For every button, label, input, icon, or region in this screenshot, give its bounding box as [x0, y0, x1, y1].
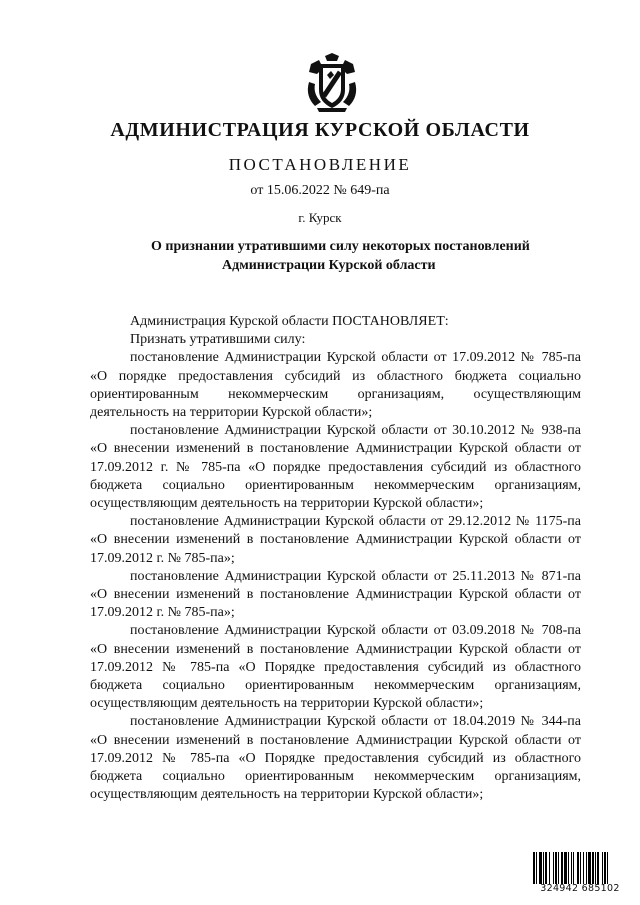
paragraph: постановление Администрации Курской области от 30.10.2012 № 938-па «О внесении изменений в постановление Администрации Курской области от 17.09.2012 г. № 785-па «О порядке предоставления субсидий из областного бюджета социально ориентированным некоммерческим организациям, осуществляющим деятельность на территории Курской области»;: [90, 423, 581, 512]
paragraph: постановление Администрации Курской области от 03.09.2018 № 708-па «О внесении изменений в постановление Администрации Курской области от 17.09.2012 № 785-па «О Порядке предоставления субсидий из областного бюджета социально ориентированным некоммерческим организациям, осуществляющим деятельность на территории Курской области»;: [90, 623, 581, 712]
subject-line-1: О признании утратившими силу некоторых постановлений: [151, 239, 530, 254]
barcode: [532, 852, 628, 896]
paragraph: Признать утратившими силу:: [130, 332, 306, 348]
document-type: ПОСТАНОВЛЕНИЕ: [228, 155, 412, 174]
paragraph: постановление Администрации Курской области от 17.09.2012 № 785-па «О порядке предоставления субсидий из областного бюджета социально ориентированным некоммерческим организациям, осуществляющим деятельность на территории Курской области»;: [90, 350, 581, 421]
coat-of-arms-icon: [303, 52, 361, 114]
barcode-icon: [532, 852, 628, 884]
organization-title: АДМИНИСТРАЦИЯ КУРСКОЙ ОБЛАСТИ: [110, 119, 530, 141]
paragraph: постановление Администрации Курской области от 25.11.2013 № 871-па «О внесении изменений в постановление Администрации Курской области от 17.09.2012 г. № 785-па»;: [90, 568, 581, 621]
paragraph: Администрация Курской области ПОСТАНОВЛЯЕТ:: [130, 314, 449, 329]
paragraph: постановление Администрации Курской области от 18.04.2019 № 344-па «О внесении изменений в постановление Администрации Курской области от 17.09.2012 № 785-па «О Порядке предоставления субсидий из областного бюджета социально ориентированным некоммерческим организациям, осуществляющим деятельность на территории Курской области»;: [90, 714, 581, 803]
paragraph: постановление Администрации Курской области от 29.12.2012 № 1175-па «О внесении изменений в постановление Администрации Курской области от 17.09.2012 г. № 785-па»;: [90, 514, 581, 566]
document-date-number: от 15.06.2022 № 649-па: [250, 183, 390, 198]
barcode-number: 324942 685102: [540, 883, 620, 894]
document-city: г. Курск: [298, 210, 342, 225]
document-body: [90, 313, 581, 804]
subject-line-2: Администрации Курской области: [222, 258, 436, 273]
